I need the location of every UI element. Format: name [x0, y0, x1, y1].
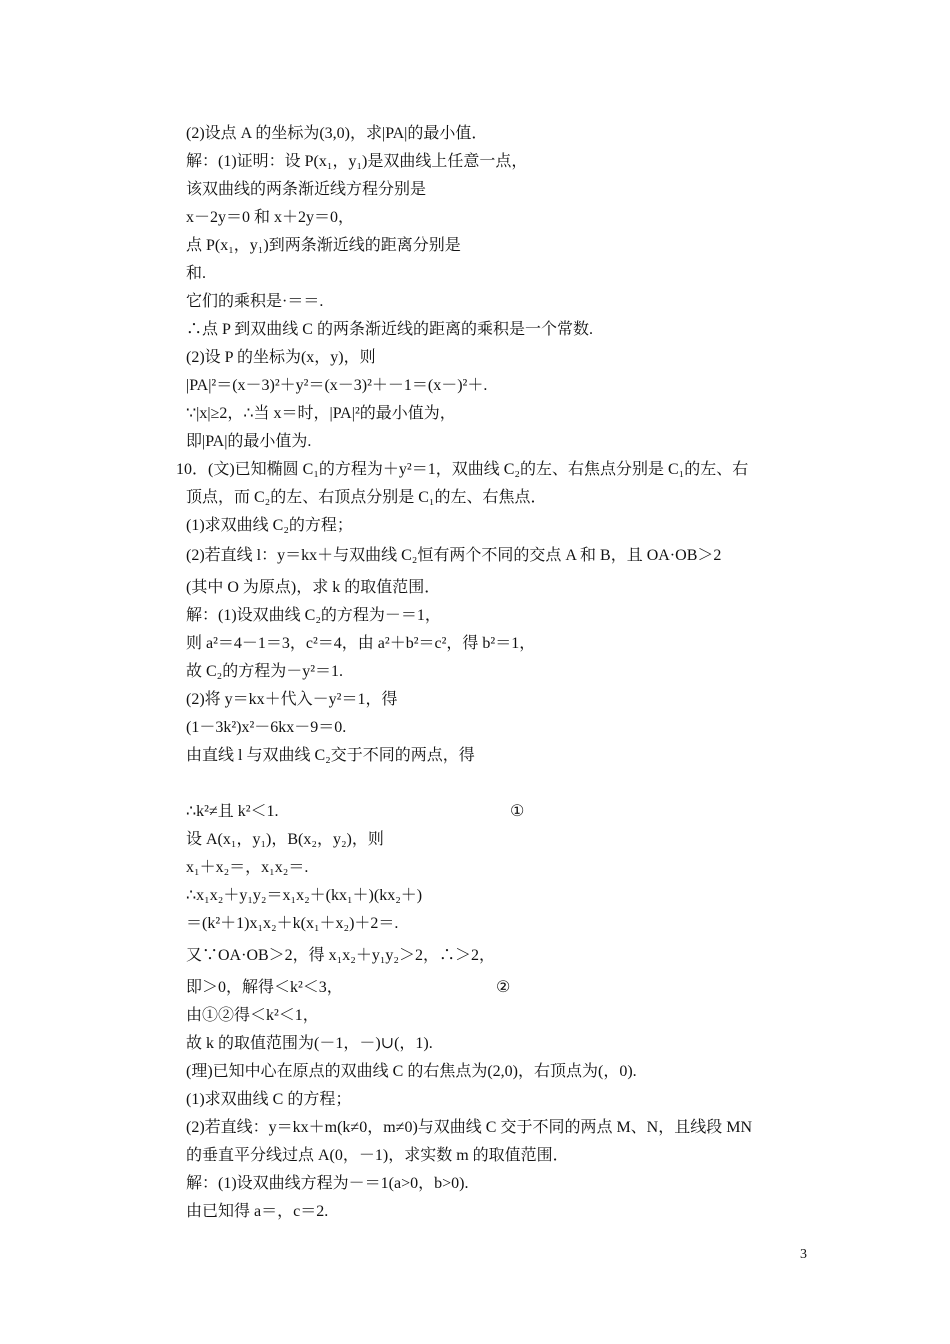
text-line: 解：(1)设双曲线 C₂的方程为－＝1， [186, 607, 441, 624]
text-line: (理)已知中心在原点的双曲线 C 的右焦点为(2,0)，右顶点为(，0). [186, 1063, 637, 1080]
text-line: (2)将 y＝kx＋代入－y²＝1，得 [186, 691, 398, 708]
text-line: 故 k 的取值范围为(－1，－)∪(，1). [186, 1035, 433, 1052]
text-line: (2)若直线：y＝kx＋m(k≠0，m≠0)与双曲线 C 交于不同的两点 M、N，且线段 MN [186, 1119, 753, 1136]
text-line: (1)求双曲线 C 的方程； [186, 1091, 352, 1108]
text-line: (1－3k²)x²－6kx－9＝0. [186, 719, 347, 736]
text-line: 由直线 l 与双曲线 C₂交于不同的两点，得 [186, 747, 475, 764]
text-line: 即|PA|的最小值为. [186, 433, 312, 450]
text-line: 和. [186, 265, 207, 282]
text-line: 的垂直平分线过点 A(0，－1)，求实数 m 的取值范围． [186, 1147, 569, 1164]
text-line: 解：(1)证明：设 P(x₁，y₁)是双曲线上任意一点， [186, 153, 528, 170]
text-line: (其中 O 为原点)，求 k 的取值范围． [186, 579, 441, 596]
text-line: 它们的乘积是·＝＝. [186, 293, 324, 310]
text-line: 设 A(x₁，y₁)，B(x₂，y₂)，则 [186, 831, 384, 848]
text-line: ∵|x|≥2，∴当 x＝时，|PA|²的最小值为， [186, 405, 456, 422]
equation-marker-1: ① [510, 803, 525, 820]
text-line: x－2y＝0 和 x＋2y＝0， [186, 209, 355, 226]
text-line: ∴k²≠且 k²＜1. [186, 803, 279, 820]
page-number: 3 [800, 1247, 807, 1262]
text-line: |PA|²＝(x－3)²＋y²＝(x－3)²＋－1＝(x－)²＋. [186, 377, 488, 394]
text-line: (2)若直线 l：y＝kx＋与双曲线 C₂恒有两个不同的交点 A 和 B，且 OA·OB＞2 [186, 547, 722, 564]
equation-marker-2: ② [496, 979, 511, 996]
text-line: 解：(1)设双曲线方程为－＝1(a>0，b>0). [186, 1175, 469, 1192]
text-line: 由已知得 a＝，c＝2. [186, 1203, 329, 1220]
text-line: (2)设 P 的坐标为(x，y)，则 [186, 349, 376, 366]
text-line: 顶点，而 C₂的左、右顶点分别是 C₁的左、右焦点． [186, 489, 547, 506]
text-line: 又∵OA·OB＞2，得 x₁x₂＋y₁y₂＞2，∴＞2， [186, 947, 495, 964]
text-line: ∴x₁x₂＋y₁y₂＝x₁x₂＋(kx₁＋)(kx₂＋) [186, 887, 423, 904]
text-line: ＝(k²＋1)x₁x₂＋k(x₁＋x₂)＋2＝. [186, 915, 399, 932]
text-line: 故 C₂的方程为－y²＝1. [186, 663, 344, 680]
text-line: x₁＋x₂＝，x₁x₂＝. [186, 859, 309, 876]
text-line: 则 a²＝4－1＝3，c²＝4，由 a²＋b²＝c²，得 b²＝1， [186, 635, 536, 652]
text-line: (1)求双曲线 C₂的方程； [186, 517, 353, 534]
text-line: 该双曲线的两条渐近线方程分别是 [186, 181, 427, 198]
problem-heading: 10．(文)已知椭圆 C₁的方程为＋y²＝1，双曲线 C₂的左、右焦点分别是 C₁的左、右 [176, 461, 749, 478]
text-line: 点 P(x₁，y₁)到两条渐近线的距离分别是 [186, 237, 461, 254]
text-line: 即＞0，解得＜k²＜3， [186, 979, 343, 996]
text-line: 由①②得＜k²＜1， [186, 1007, 319, 1024]
text-line: ∴点 P 到双曲线 C 的两条渐近线的距离的乘积是一个常数. [186, 321, 593, 338]
text-line: (2)设点 A 的坐标为(3,0)，求|PA|的最小值． [186, 125, 488, 142]
